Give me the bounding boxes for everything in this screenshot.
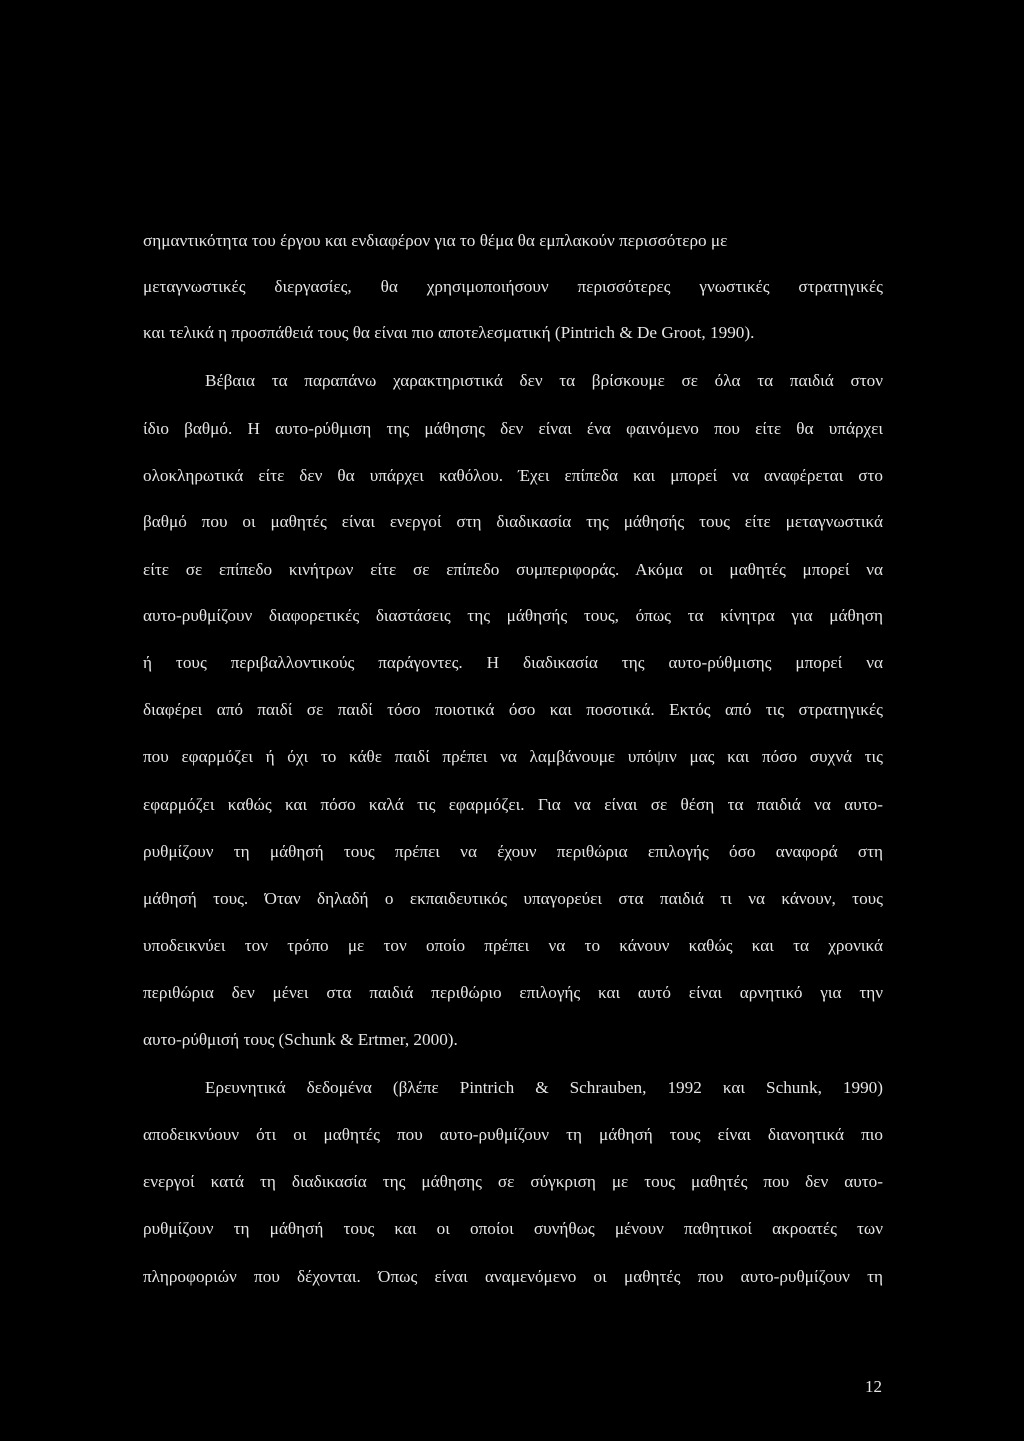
text-line: εφαρμόζει καθώς και πόσο καλά τις εφαρμόζει. Για να είναι σε θέση τα παιδιά να αυτο-	[143, 795, 883, 814]
text-line: ενεργοί κατά τη διαδικασία της μάθησης σε σύγκριση με τους μαθητές που δεν αυτο-	[143, 1172, 883, 1191]
text-line: αποδεικνύουν ότι οι μαθητές που αυτο-ρυθμίζουν τη μάθησή τους είναι διανοητικά πιο	[143, 1125, 883, 1144]
text-line: υποδεικνύει τον τρόπο με τον οποίο πρέπει να το κάνουν καθώς και τα χρονικά	[143, 936, 883, 955]
page-number: 12	[865, 1377, 882, 1396]
text-line: και τελικά η προσπάθειά τους θα είναι πιο αποτελεσματική (Pintrich & De Groot, 1990).	[143, 323, 755, 342]
text-line: ρυθμίζουν τη μάθησή τους και οι οποίοι συνήθως μένουν παθητικοί ακροατές των	[143, 1219, 883, 1238]
text-line: πληροφοριών που δέχονται. Όπως είναι αναμενόμενο οι μαθητές που αυτο-ρυθμίζουν τη	[143, 1267, 883, 1286]
text-line: σημαντικότητα του έργου και ενδιαφέρον για το θέμα θα εμπλακούν περισσότερο με	[143, 231, 728, 250]
text-line: Ερευνητικά δεδομένα (βλέπε Pintrich & Schrauben, 1992 και Schunk, 1990)	[205, 1078, 883, 1097]
text-line: περιθώρια δεν μένει στα παιδιά περιθώριο επιλογής και αυτό είναι αρνητικό για την	[143, 983, 883, 1002]
text-line: είτε σε επίπεδο κινήτρων είτε σε επίπεδο συμπεριφοράς. Ακόμα οι μαθητές μπορεί να	[143, 560, 883, 579]
text-line: ή τους περιβαλλοντικούς παράγοντες. Η διαδικασία της αυτο-ρύθμισης μπορεί να	[143, 653, 883, 672]
text-line: Βέβαια τα παραπάνω χαρακτηριστικά δεν τα βρίσκουμε σε όλα τα παιδιά στον	[205, 371, 883, 390]
text-line: ίδιο βαθμό. Η αυτο-ρύθμιση της μάθησης δεν είναι ένα φαινόμενο που είτε θα υπάρχει	[143, 419, 883, 438]
text-line: μάθησή τους. Όταν δηλαδή ο εκπαιδευτικός υπαγορεύει στα παιδιά τι να κάνουν, τους	[143, 889, 883, 908]
text-line: αυτο-ρύθμισή τους (Schunk & Ertmer, 2000).	[143, 1030, 458, 1049]
text-line: ολοκληρωτικά είτε δεν θα υπάρχει καθόλου. Έχει επίπεδα και μπορεί να αναφέρεται στο	[143, 466, 883, 485]
text-line: διαφέρει από παιδί σε παιδί τόσο ποιοτικά όσο και ποσοτικά. Εκτός από τις στρατηγικές	[143, 700, 883, 719]
text-line: αυτο-ρυθμίζουν διαφορετικές διαστάσεις της μάθησής τους, όπως τα κίνητρα για μάθηση	[143, 606, 883, 625]
text-line: βαθμό που οι μαθητές είναι ενεργοί στη διαδικασία της μάθησής τους είτε μεταγνωστικά	[143, 512, 883, 531]
text-line: που εφαρμόζει ή όχι το κάθε παιδί πρέπει να λαμβάνουμε υπόψιν μας και πόσο συχνά τις	[143, 747, 883, 766]
text-line: μεταγνωστικές διεργασίες, θα χρησιμοποιήσουν περισσότερες γνωστικές στρατηγικές	[143, 277, 883, 296]
text-line: ρυθμίζουν τη μάθησή τους πρέπει να έχουν περιθώρια επιλογής όσο αναφορά στη	[143, 842, 883, 861]
